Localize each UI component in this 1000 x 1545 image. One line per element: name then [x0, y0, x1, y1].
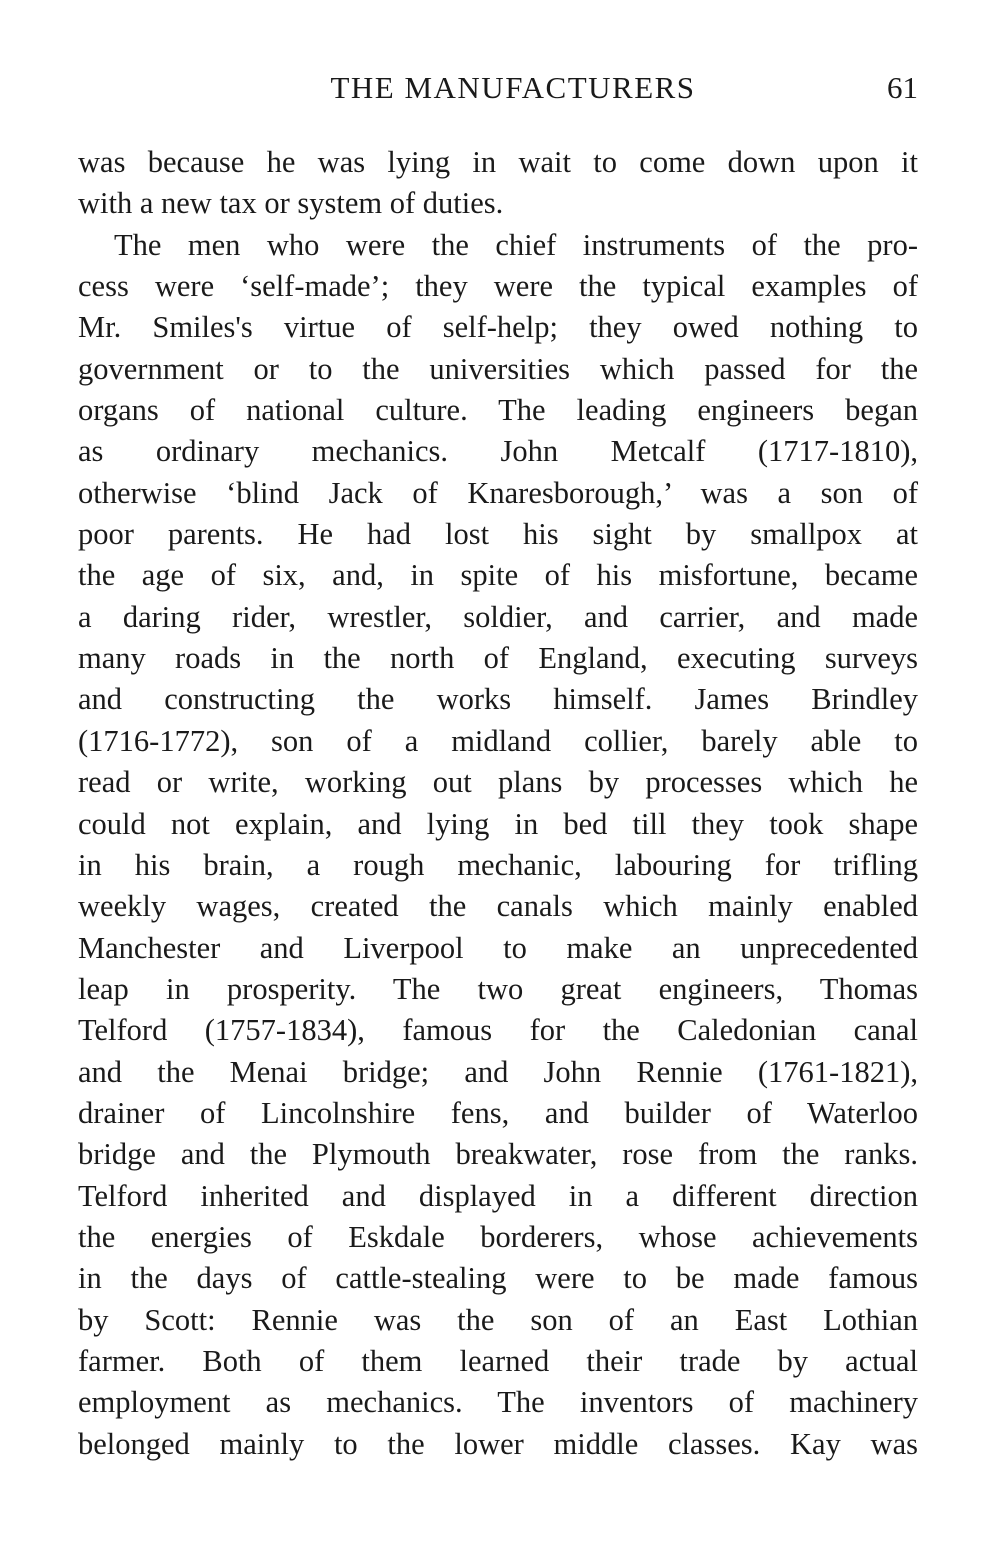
text-line: was because he was lying in wait to come down upon it [78, 145, 918, 179]
text-line: drainer of Lincolnshire fens, and builder of Waterloo [78, 1095, 918, 1130]
text-line: in his brain, a rough mechanic, labouring for trifling [78, 847, 918, 882]
text-line: employment as mechanics. The inventors of machinery [78, 1385, 918, 1420]
text-line: government or to the universities which passed for the [78, 351, 918, 386]
text-line: Manchester and Liverpool to make an unprecedented [78, 930, 918, 965]
text-line: poor parents. He had lost his sight by smallpox at [78, 517, 918, 552]
text-line: the energies of Eskdale borderers, whose achievements [78, 1219, 918, 1254]
text-line: organs of national culture. The leading engineers began [78, 393, 918, 428]
text-line: and the Menai bridge; and John Rennie (1761-1821), [78, 1054, 918, 1089]
text-line: and constructing the works himself. James Brindley [78, 682, 918, 717]
text-line: Telford (1757-1834), famous for the Caledonian canal [78, 1013, 918, 1048]
text-line: weekly wages, created the canals which mainly enabled [78, 889, 918, 924]
text-line: with a new tax or system of duties. [78, 186, 504, 221]
text-line: farmer. Both of them learned their trade by actual [78, 1343, 918, 1378]
text-line: by Scott: Rennie was the son of an East Lothian [78, 1302, 918, 1337]
page-header [78, 70, 918, 114]
text-line: cess were ‘self-made’; they were the typical examples of [78, 269, 918, 304]
text-line: in the days of cattle-stealing were to be made famous [78, 1261, 918, 1296]
page-number: 61 [887, 70, 918, 105]
text-line: Mr. Smiles's virtue of self-help; they owed nothing to [78, 310, 918, 345]
text-line: otherwise ‘blind Jack of Knaresborough,’ was a son of [78, 475, 918, 510]
text-line: could not explain, and lying in bed till they took shape [78, 806, 918, 841]
text-line: many roads in the north of England, executing surveys [78, 641, 918, 676]
text-line: Telford inherited and displayed in a different direction [78, 1178, 918, 1213]
text-line: a daring rider, wrestler, soldier, and carrier, and made [78, 599, 918, 634]
running-title: THE MANUFACTURERS [330, 70, 696, 105]
body-text [78, 142, 918, 1465]
text-line: The men who were the chief instruments of the pro- [114, 227, 918, 262]
text-line: (1716-1772), son of a midland collier, barely able to [78, 723, 918, 758]
text-line: belonged mainly to the lower middle classes. Kay was [78, 1426, 918, 1461]
text-line: bridge and the Plymouth breakwater, rose from the ranks. [78, 1137, 918, 1172]
text-line: read or write, working out plans by processes which he [78, 765, 918, 800]
text-line: leap in prosperity. The two great engineers, Thomas [78, 971, 918, 1006]
text-line: the age of six, and, in spite of his misfortune, became [78, 558, 918, 593]
text-line: as ordinary mechanics. John Metcalf (1717-1810), [78, 434, 918, 469]
